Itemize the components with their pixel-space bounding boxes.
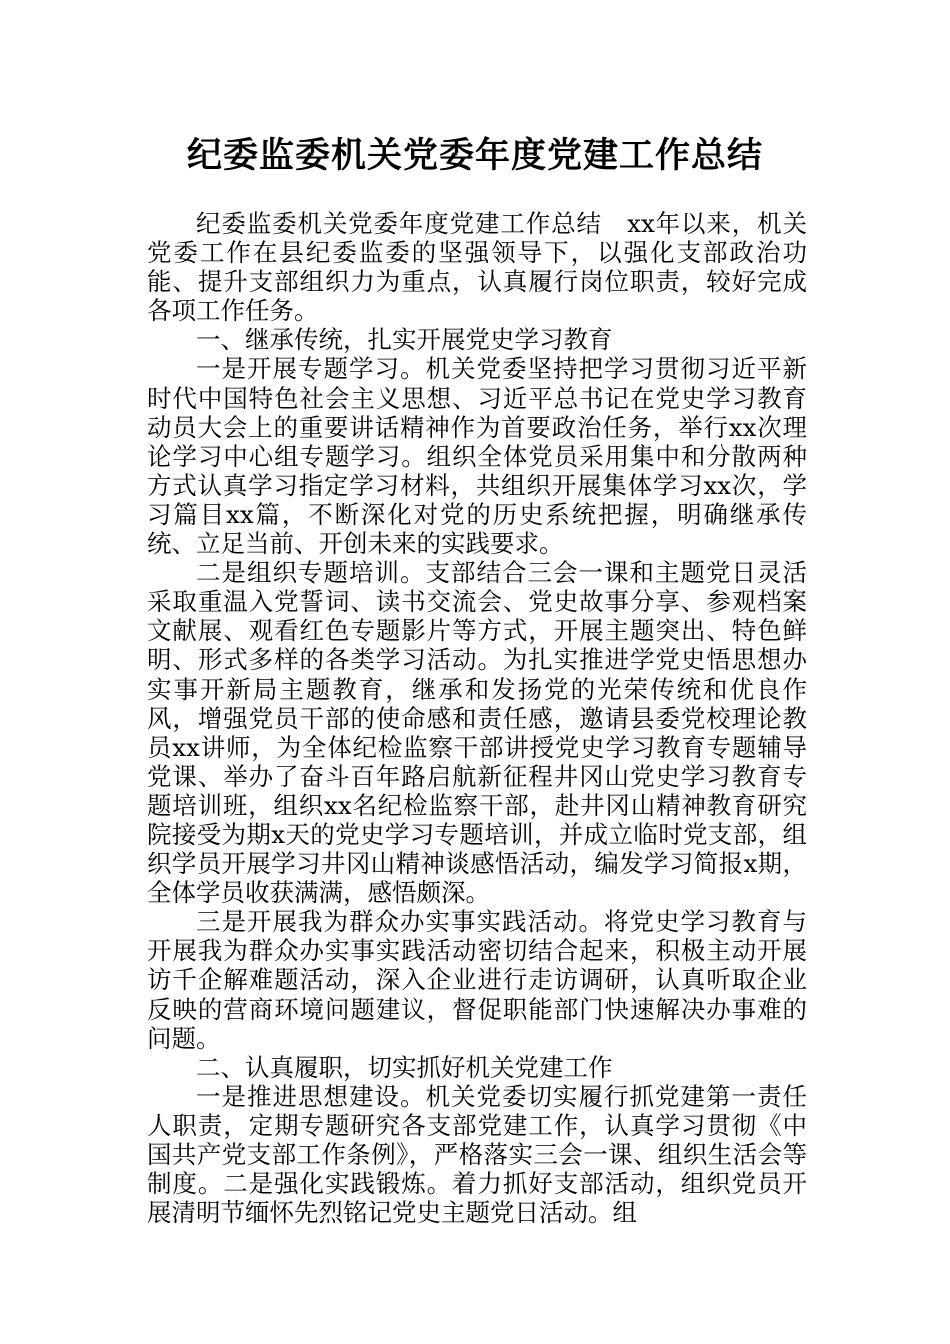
paragraph-ideology: 一是推进思想建设。机关党委切实履行抓党建第一责任人职责，定期专题研究各支部党建工作，认真学习贯彻《中国共产党支部工作条例》，严格落实三会一课、组织生活会等制度。二是强化实践锻炼。着力抓好支部活动，组织党员开展清明节缅怀先烈铭记党史主题党日活动。组 xyxy=(147,1081,807,1228)
document-body xyxy=(147,209,807,1227)
paragraph-practice: 三是开展我为群众办实事实践活动。将党史学习教育与开展我为群众办实事实践活动密切结合起来，积极主动开展访千企解难题活动，深入企业进行走访调研，认真听取企业反映的营商环境问题建议，督促职能部门快速解决办事难的问题。 xyxy=(147,907,807,1053)
section-heading-2: 二、认真履职，切实抓好机关党建工作 xyxy=(196,1052,613,1082)
paragraph-training: 二是组织专题培训。支部结合三会一课和主题党日灵活采取重温入党誓词、读书交流会、党史故事分享、参观档案文献展、观看红色专题影片等方式，开展主题突出、特色鲜明、形式多样的各类学习活动。为扎实推进学党史悟思想办实事开新局主题教育，继承和发扬党的光荣传统和优良作风，增强党员干部的使命感和责任感，邀请县委党校理论教员xx讲师，为全体纪检监察干部讲授党史学习教育专题辅导党课、举办了奋斗百年路启航新征程井冈山党史学习教育专题培训班，组织xx名纪检监察干部，赴井冈山精神教育研究院接受为期x天的党史学习专题培训，并成立临时党支部，组织学员开展学习井冈山精神谈感悟活动，编发学习简报x期，全体学员收获满满，感悟颇深。 xyxy=(147,558,807,908)
document-title: 纪委监委机关党委年度党建工作总结 xyxy=(186,136,763,176)
paragraph-study: 一是开展专题学习。机关党委坚持把学习贯彻习近平新时代中国特色社会主义思想、习近平总书记在党史学习教育动员大会上的重要讲话精神作为首要政治任务，举行xx次理论学习中心组专题学习。组织全体党员采用集中和分散两种方式认真学习指定学习材料，共组织开展集体学习xx次，学习篇目xx篇，不断深化对党的历史系统把握，明确继承传统、立足当前、开创未来的实践要求。 xyxy=(147,354,807,559)
paragraph-intro: 纪委监委机关党委年度党建工作总结 xx年以来，机关党委工作在县纪委监委的坚强领导下，以强化支部政治功能、提升支部组织力为重点，认真履行岗位职责，较好完成各项工作任务。 xyxy=(147,209,807,326)
section-heading-1: 一、继承传统，扎实开展党史学习教育 xyxy=(196,325,613,355)
